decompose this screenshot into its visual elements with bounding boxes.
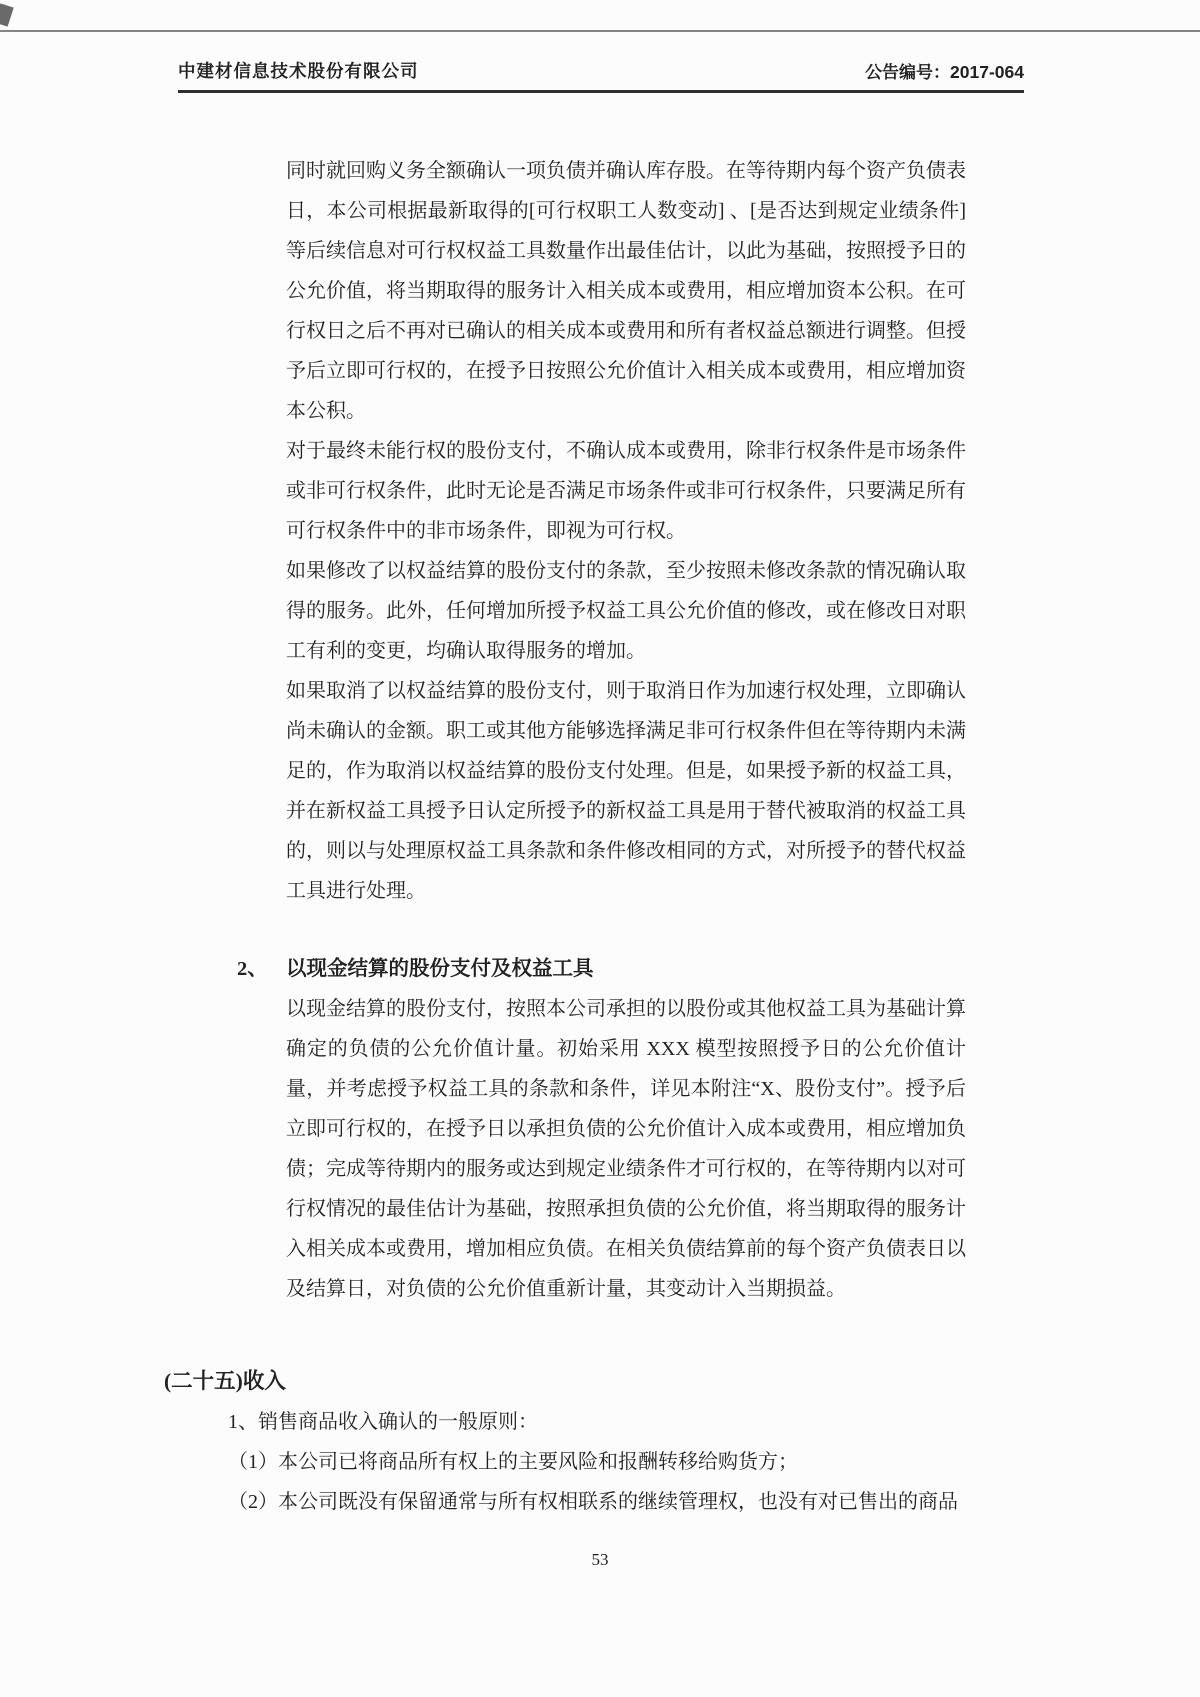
list-item: 1、销售商品收入确认的一般原则： <box>228 1411 538 1433</box>
list-item: （2）本公司既没有保留通常与所有权相联系的继续管理权，也没有对已售出的商品 <box>228 1491 958 1513</box>
section-25-block <box>164 1360 1044 1522</box>
announcement-number <box>865 58 1024 83</box>
body-paragraph: 如果修改了以权益结算的股份支付的条款，至少按照未修改条款的情况确认取得的服务。此外，任何增加所授予权益工具公允价值的修改，或在修改日对职工有利的变更，均确认取得服务的增加。 <box>286 560 966 662</box>
section-25-heading: (二十五)收入 <box>164 1369 286 1393</box>
announcement-code: 2017-064 <box>950 62 1024 82</box>
page-header <box>178 58 1024 93</box>
list-item: （1）本公司已将商品所有权上的主要风险和报酬转移给购货方； <box>228 1451 798 1473</box>
body-paragraph: 对于最终未能行权的股份支付，不确认成本或费用，除非行权条件是市场条件或非可行权条件，此时无论是否满足市场条件或非可行权条件，只要满足所有可行权条件中的非市场条件，即视为可行权。 <box>286 440 966 542</box>
body-paragraph: 如果取消了以权益结算的股份支付，则于取消日作为加速行权处理，立即确认尚未确认的金额。职工或其他方能够选择满足非可行权条件但在等待期内未满足的，作为取消以权益结算的股份支付处理。但是，如果授予新的权益工具，并在新权益工具授予日认定所授予的新权益工具是用于替代被取消的权益工具的，则以与处理原权益工具条款和条件修改相同的方式，对所授予的替代权益工具进行处理。 <box>286 680 966 902</box>
body-paragraph: 同时就回购义务全额确认一项负债并确认库存股。在等待期内每个资产负债表日，本公司根据最新取得的[可行权职工人数变动] 、[是否达到规定业绩条件]等后续信息对可行权权益工具数量作出最佳估计，以此为基础，按照授予日的公允价值，将当期取得的服务计入相关成本或费用，相应增加资本公积。在可行权日之后不再对已确认的相关成本或费用和所有者权益总额进行调整。但授予后立即可行权的，在授予日按照公允价值计入相关成本或费用，相应增加资本公积。 <box>286 160 966 422</box>
company-name: 中建材信息技术股份有限公司 <box>178 61 419 81</box>
main-text-block <box>237 151 966 1309</box>
announcement-label: 公告编号： <box>865 63 951 82</box>
section-2-heading <box>237 949 966 989</box>
scan-artifact-line <box>0 30 1200 32</box>
section-2-title: 以现金结算的股份支付及权益工具 <box>286 958 594 980</box>
section-2-paragraph: 以现金结算的股份支付，按照本公司承担的以股份或其他权益工具为基础计算确定的负债的公允价值计量。初始采用 XXX 模型按照授予日的公允价值计量，并考虑授予权益工具的条款和条件，详见本附注“X、股份支付”。授予后立即可行权的，在授予日以承担负债的公允价值计入成本或费用，相应增加负债；完成等待期内的服务或达到规定业绩条件才可行权的，在等待期内以对可行权情况的最佳估计为基础，按照承担负债的公允价值，将当期取得的服务计入相关成本或费用，增加相应负债。在相关负债结算前的每个资产负债表日以及结算日，对负债的公允价值重新计量，其变动计入当期损益。 <box>286 998 966 1300</box>
scan-artifact-smudge <box>0 3 14 26</box>
section-2-number: 2、 <box>237 958 268 980</box>
page-number: 53 <box>591 1550 609 1569</box>
